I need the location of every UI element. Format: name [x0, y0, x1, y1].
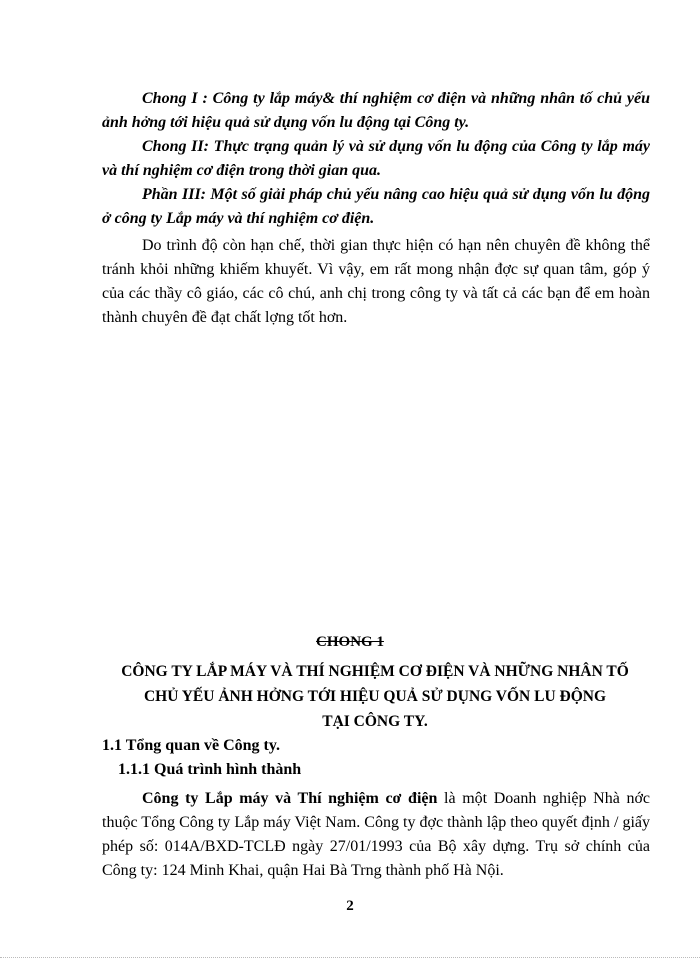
section-body-text: là một Doanh nghiệp Nhà nớc thuộc Tổng Công ty Lắp máy Việt Nam. Công ty đợc thành lập theo quyết định / giấy phép số: 014A/BXD-TCLĐ ngày 27/01/1993 của Bộ xây dựng. Trụ sở chính của Công ty: 124 Minh Khai, quận Hai Bà Trng thành phố Hà Nội. — [102, 790, 650, 879]
chapter-title-line-1: CÔNG TY LẮP MÁY VÀ THÍ NGHIỆM CƠ ĐIỆN VÀ NHỮNG NHÂN TỐ — [121, 663, 629, 680]
chapter-title-line-3: TẠI CÔNG TY. — [322, 713, 428, 730]
chapter-label: CHONG 1 — [316, 634, 384, 650]
part-3-summary: Phần III: Một số giải pháp chủ yếu nâng cao hiệu quả sử dụng vốn lu động ở công ty Lắp máy và thí nghiệm cơ điện. — [102, 186, 650, 227]
section-heading-1-1-1: 1.1.1 Quá trình hình thành — [118, 761, 302, 778]
closing-paragraph: Do trình độ còn hạn chế, thời gian thực hiện có hạn nên chuyên đề không thể tránh khỏi những khiếm khuyết. Vì vậy, em rất mong nhận đợc sự quan tâm, góp ý của các thầy cô giáo, các cô chú, anh chị trong công ty và tất cả các bạn để em hoàn thành chuyên đề đạt chất lợng tốt hơn. — [102, 237, 650, 326]
chapter-1-summary: Chong I : Công ty lắp máy& thí nghiệm cơ điện và những nhân tố chủ yếu ảnh hởng tới hiệu quả sử dụng vốn lu động tại Công ty. — [102, 90, 650, 131]
chapter-title-line-2: CHỦ YẾU ẢNH HỞNG TỚI HIỆU QUẢ SỬ DỤNG VỐN LU ĐỘNG — [143, 688, 607, 705]
chapter-2-summary: Chong II: Thực trạng quản lý và sử dụng vốn lu động của Công ty lắp máy và thí nghiệm cơ điện trong thời gian qua. — [102, 138, 650, 179]
page-number: 2 — [346, 898, 354, 914]
section-body-paragraph — [102, 787, 650, 883]
section-heading-1-1: 1.1 Tổng quan về Công ty. — [102, 737, 280, 754]
page-bottom-divider — [0, 957, 700, 958]
company-name: Công ty Lắp máy và Thí nghiệm cơ điện — [142, 790, 438, 807]
